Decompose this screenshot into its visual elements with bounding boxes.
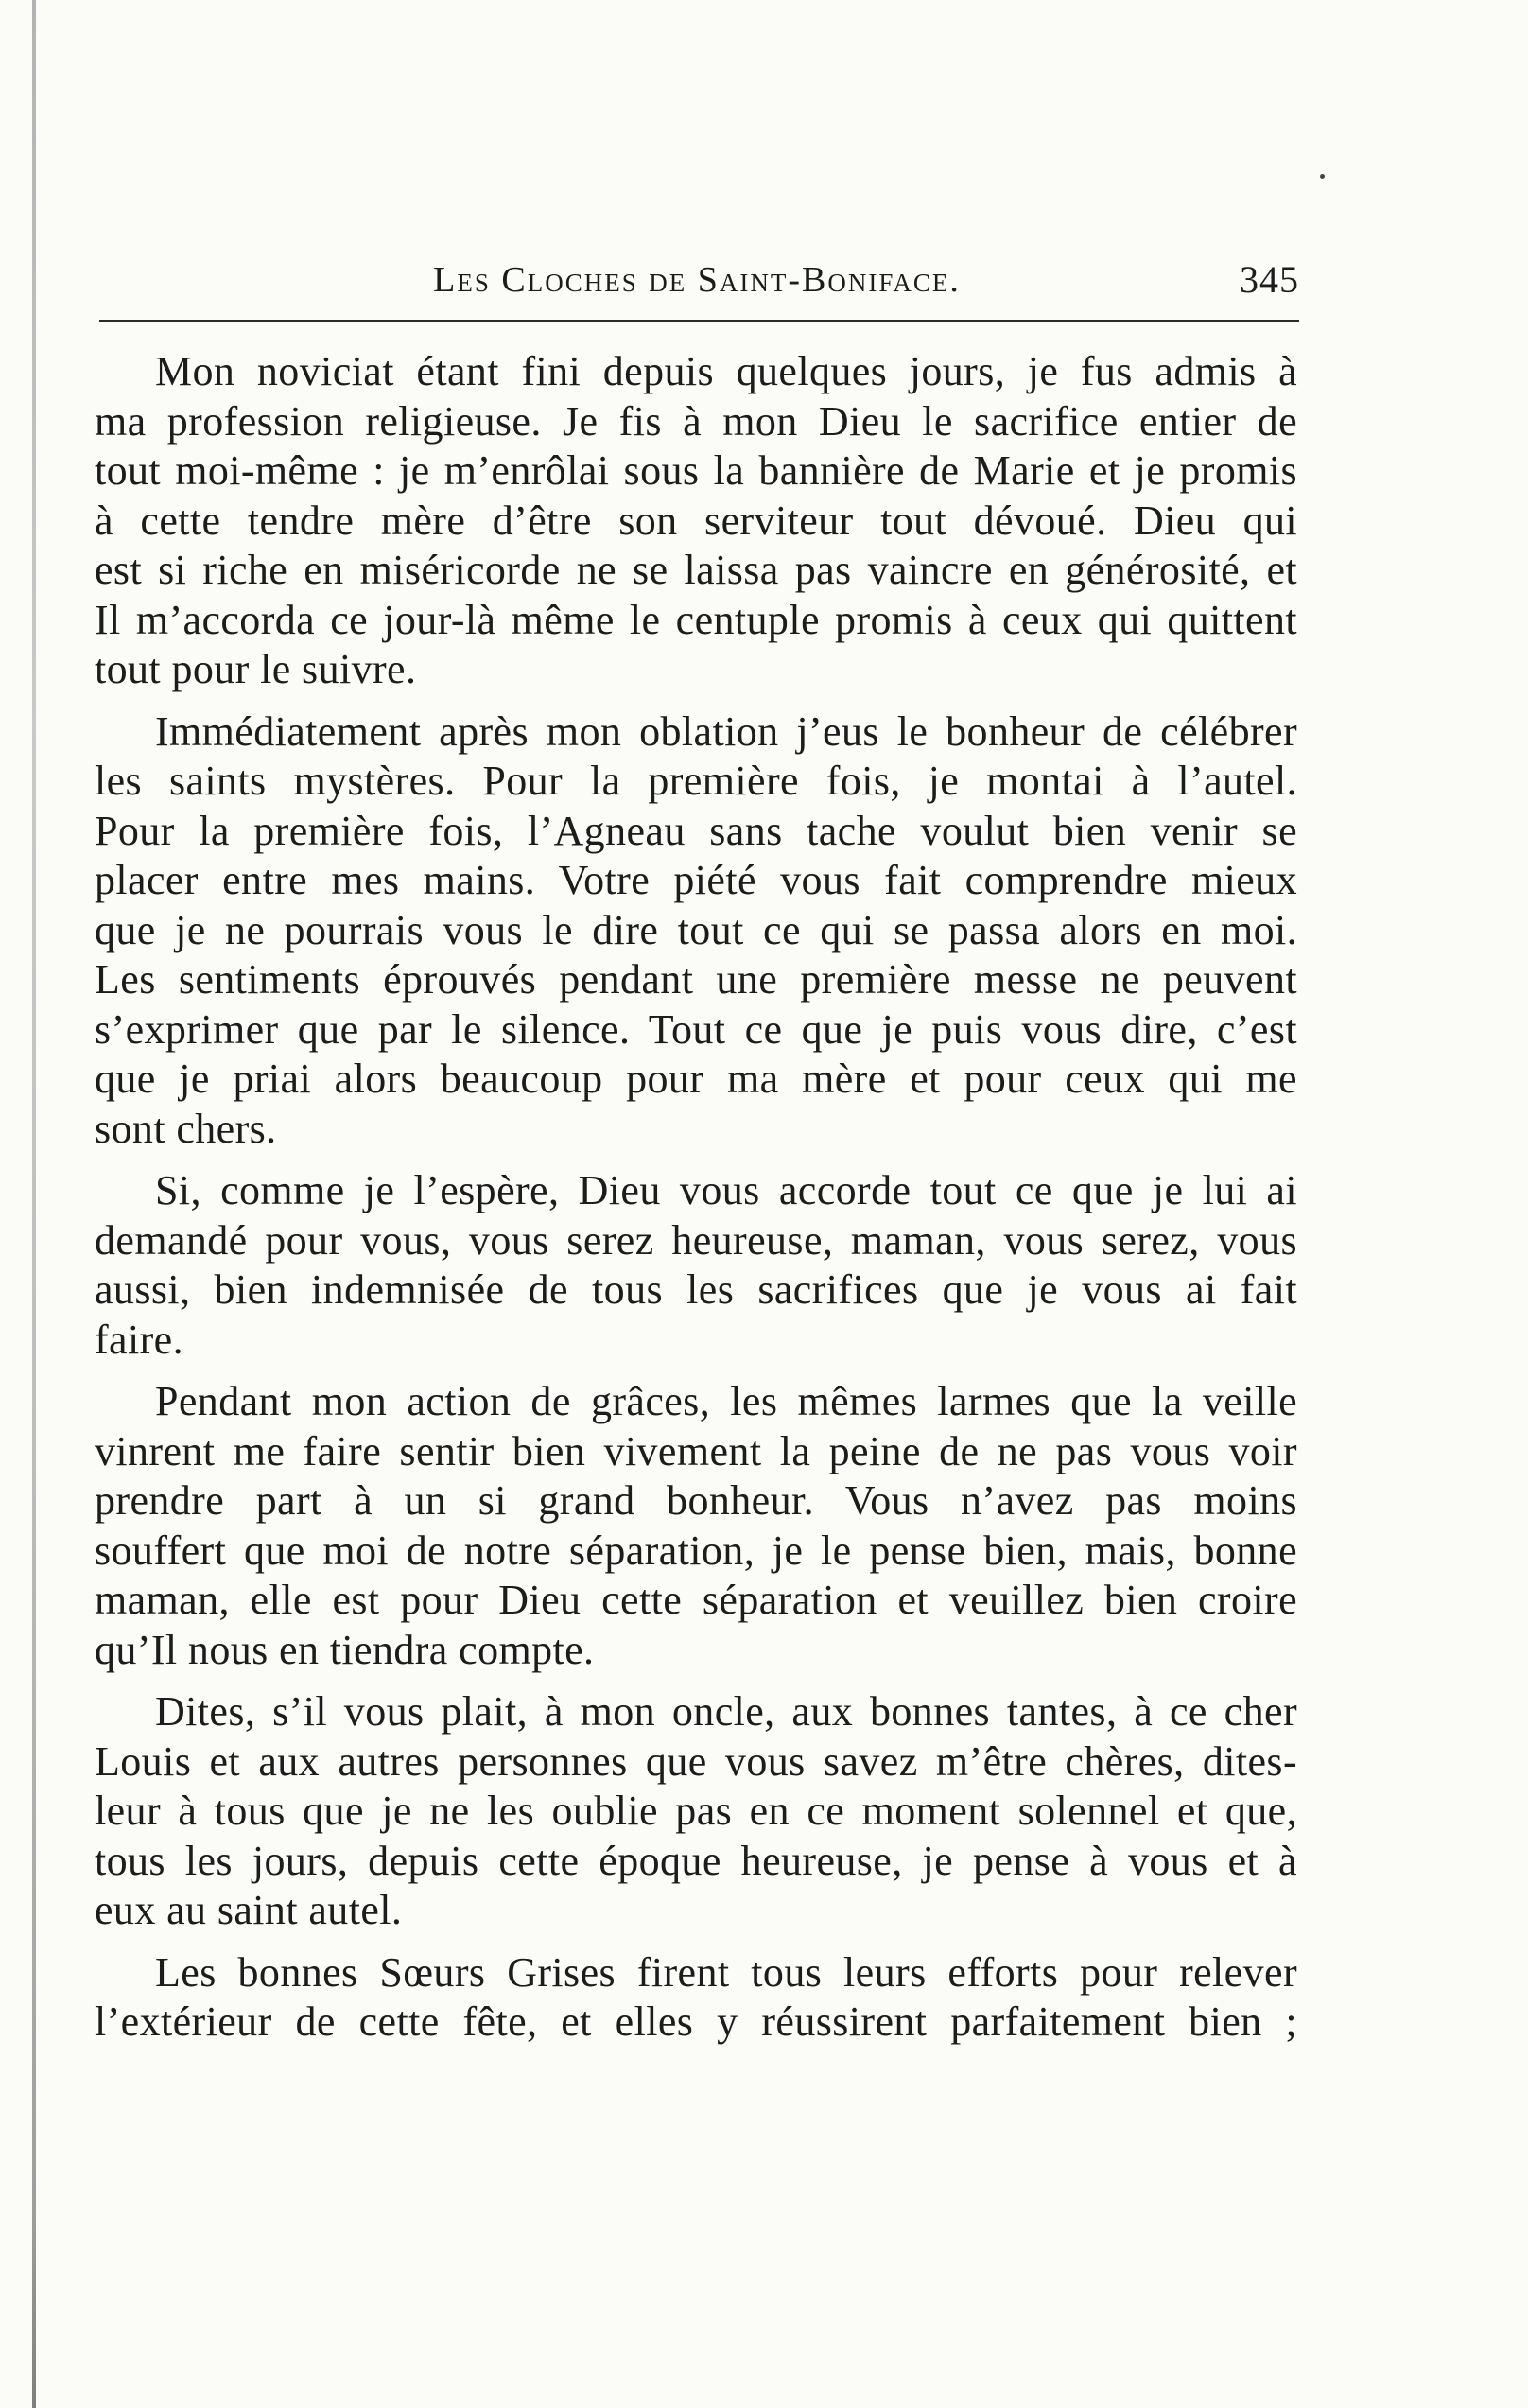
text-line: Si, comme je l’espère, Dieu vous accorde tout ce que je lui ai xyxy=(155,1167,1297,1213)
running-title: Les Cloches de Saint-Boniface. xyxy=(433,260,961,300)
text-line: Il m’accorda ce jour-là même le centuple promis à ceux qui quittent xyxy=(95,596,1297,643)
paragraph xyxy=(95,1948,1297,2048)
text-line: prendre part à un si grand bonheur. Vous n’avez pas moins xyxy=(95,1477,1297,1524)
text-line: s’exprimer que par le silence. Tout ce que je puis vous dire, c’est xyxy=(95,1005,1297,1053)
running-head xyxy=(95,256,1299,304)
text-line: tous les jours, depuis cette époque heureuse, je pense à vous et à xyxy=(95,1837,1297,1884)
paragraph xyxy=(95,1687,1297,1936)
text-line: Les sentiments éprouvés pendant une première messe ne peuvent xyxy=(95,956,1297,1003)
text-line: est si riche en miséricorde ne se laissa pas vaincre en générosité, et xyxy=(95,547,1297,593)
text-line: qu’Il nous en tiendra compte. xyxy=(95,1626,595,1673)
text-line: Les bonnes Sœurs Grises firent tous leurs efforts pour relever xyxy=(155,1948,1297,1996)
page-number: 345 xyxy=(1240,258,1299,301)
body-text xyxy=(95,347,1297,2060)
text-line: demandé pour vous, vous serez heureuse, maman, vous serez, vous xyxy=(95,1216,1297,1264)
text-line: que je priai alors beaucoup pour ma mère et pour ceux qui me xyxy=(95,1056,1297,1102)
text-line: l’extérieur de cette fête, et elles y réussirent parfaitement bien ; xyxy=(95,1998,1297,2045)
text-line: leur à tous que je ne les oublie pas en ce moment solennel et que, xyxy=(95,1788,1297,1834)
text-line: eux au saint autel. xyxy=(95,1887,403,1933)
paragraph xyxy=(95,1377,1297,1675)
text-line: Louis et aux autres personnes que vous savez m’être chères, dites- xyxy=(95,1737,1297,1785)
text-line: tout pour le suivre. xyxy=(95,646,417,692)
text-line: vinrent me faire sentir bien vivement la peine de ne pas vous voir xyxy=(95,1427,1297,1474)
text-line: placer entre mes mains. Votre piété vous fait comprendre mieux xyxy=(95,857,1297,903)
scan-speck xyxy=(1320,174,1325,179)
paragraph xyxy=(95,347,1297,695)
text-line: ma profession religieuse. Je fis à mon Dieu le sacrifice entier de xyxy=(95,397,1297,445)
text-line: Pour la première fois, l’Agneau sans tache voulut bien venir se xyxy=(95,807,1297,854)
text-line: souffert que moi de notre séparation, je le pense bien, mais, bonne xyxy=(95,1527,1297,1574)
text-line: Immédiatement après mon oblation j’eus le bonheur de célébrer xyxy=(155,707,1297,755)
text-line: les saints mystères. Pour la première fois, je montai à l’autel. xyxy=(95,758,1297,804)
text-line: tout moi-même : je m’enrôlai sous la bannière de Marie et je promis xyxy=(95,447,1297,494)
text-line: aussi, bien indemnisée de tous les sacrifices que je vous ai fait xyxy=(95,1266,1297,1313)
binding-edge xyxy=(32,0,36,2408)
text-line: à cette tendre mère d’être son serviteur tout dévoué. Dieu qui xyxy=(95,497,1297,544)
text-line: faire. xyxy=(95,1316,183,1363)
text-line: que je ne pourrais vous le dire tout ce qui se passa alors en moi. xyxy=(95,906,1297,953)
paragraph xyxy=(95,707,1297,1155)
text-line: Mon noviciat étant fini depuis quelques jours, je fus admis à xyxy=(155,348,1297,394)
text-line: Pendant mon action de grâces, les mêmes larmes que la veille xyxy=(155,1378,1297,1424)
text-line: Dites, s’il vous plait, à mon oncle, aux bonnes tantes, à ce cher xyxy=(155,1688,1297,1735)
text-line: sont chers. xyxy=(95,1105,277,1152)
header-rule xyxy=(99,320,1299,322)
text-line: maman, elle est pour Dieu cette séparation et veuillez bien croire xyxy=(95,1577,1297,1623)
paragraph xyxy=(95,1166,1297,1365)
